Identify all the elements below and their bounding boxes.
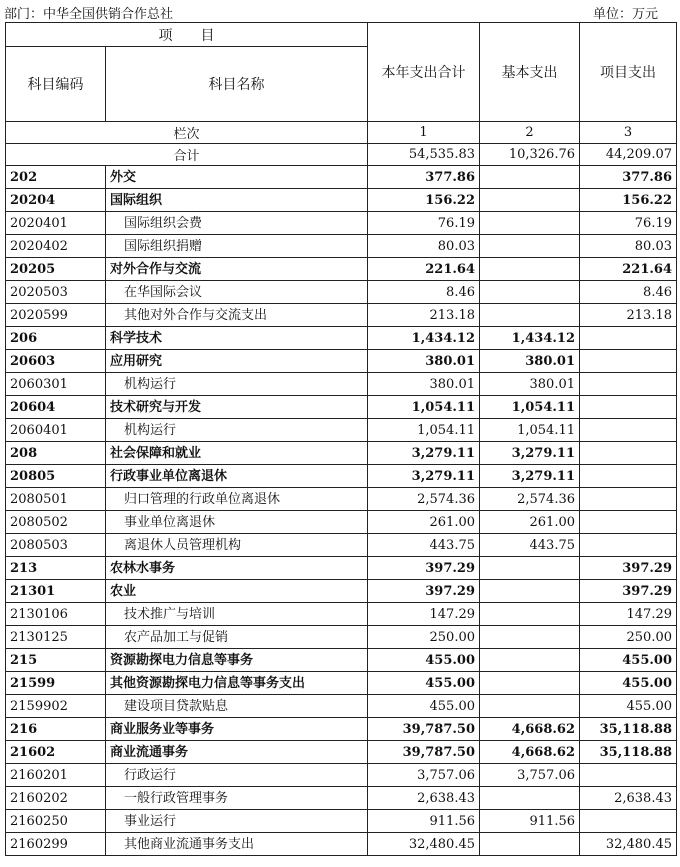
row-basic bbox=[480, 626, 580, 649]
row-code: 21599 bbox=[6, 672, 106, 695]
row-total: 3,279.11 bbox=[368, 442, 480, 465]
row-total: 8.46 bbox=[368, 281, 480, 304]
table-row bbox=[6, 787, 677, 810]
name-column-header: 科目名称 bbox=[106, 47, 368, 122]
row-total: 455.00 bbox=[368, 649, 480, 672]
row-basic bbox=[480, 695, 580, 718]
row-project: 397.29 bbox=[580, 557, 677, 580]
row-project: 397.29 bbox=[580, 580, 677, 603]
row-basic: 3,757.06 bbox=[480, 764, 580, 787]
row-code: 2060401 bbox=[6, 419, 106, 442]
row-basic bbox=[480, 258, 580, 281]
row-code: 2080503 bbox=[6, 534, 106, 557]
row-name: 对外合作与交流 bbox=[106, 258, 368, 281]
row-basic bbox=[480, 672, 580, 695]
code-column-header: 科目编码 bbox=[6, 47, 106, 122]
row-project: 35,118.88 bbox=[580, 718, 677, 741]
row-total: 32,480.45 bbox=[368, 833, 480, 856]
row-project bbox=[580, 511, 677, 534]
table-row bbox=[6, 212, 677, 235]
row-project: 377.86 bbox=[580, 166, 677, 189]
row-total: 2,638.43 bbox=[368, 787, 480, 810]
total-row-project: 44,209.07 bbox=[580, 144, 677, 166]
row-name: 科学技术 bbox=[106, 327, 368, 350]
row-basic: 3,279.11 bbox=[480, 465, 580, 488]
table-row bbox=[6, 488, 677, 511]
row-code: 2020401 bbox=[6, 212, 106, 235]
row-project: 2,638.43 bbox=[580, 787, 677, 810]
row-basic bbox=[480, 649, 580, 672]
row-total: 443.75 bbox=[368, 534, 480, 557]
row-basic: 1,434.12 bbox=[480, 327, 580, 350]
row-code: 20805 bbox=[6, 465, 106, 488]
total-row-basic: 10,326.76 bbox=[480, 144, 580, 166]
row-code: 208 bbox=[6, 442, 106, 465]
row-basic bbox=[480, 235, 580, 258]
table-row bbox=[6, 511, 677, 534]
table-row bbox=[6, 396, 677, 419]
row-project: 32,480.45 bbox=[580, 833, 677, 856]
row-name: 行政事业单位离退休 bbox=[106, 465, 368, 488]
row-basic bbox=[480, 212, 580, 235]
row-name: 国际组织会费 bbox=[106, 212, 368, 235]
row-name: 应用研究 bbox=[106, 350, 368, 373]
table-row bbox=[6, 166, 677, 189]
row-name: 行政运行 bbox=[106, 764, 368, 787]
row-code: 202 bbox=[6, 166, 106, 189]
row-total: 377.86 bbox=[368, 166, 480, 189]
row-name: 农业 bbox=[106, 580, 368, 603]
table-row bbox=[6, 419, 677, 442]
table-row bbox=[6, 327, 677, 350]
row-project bbox=[580, 534, 677, 557]
row-code: 2159902 bbox=[6, 695, 106, 718]
row-project: 35,118.88 bbox=[580, 741, 677, 764]
row-total: 2,574.36 bbox=[368, 488, 480, 511]
row-total: 147.29 bbox=[368, 603, 480, 626]
row-basic bbox=[480, 189, 580, 212]
table-row bbox=[6, 626, 677, 649]
row-project: 250.00 bbox=[580, 626, 677, 649]
table-row bbox=[6, 580, 677, 603]
row-name: 社会保障和就业 bbox=[106, 442, 368, 465]
row-name: 资源勘探电力信息等事务 bbox=[106, 649, 368, 672]
row-total: 213.18 bbox=[368, 304, 480, 327]
row-basic bbox=[480, 833, 580, 856]
row-project bbox=[580, 465, 677, 488]
row-name: 其他对外合作与交流支出 bbox=[106, 304, 368, 327]
total-row-total: 54,535.83 bbox=[368, 144, 480, 166]
row-basic: 261.00 bbox=[480, 511, 580, 534]
row-basic: 4,668.62 bbox=[480, 718, 580, 741]
column-index-label: 栏次 bbox=[6, 122, 368, 144]
row-code: 216 bbox=[6, 718, 106, 741]
row-project bbox=[580, 327, 677, 350]
report-header bbox=[0, 0, 680, 22]
unit-label: 单位：万元 bbox=[592, 7, 658, 22]
row-total: 80.03 bbox=[368, 235, 480, 258]
table-row bbox=[6, 718, 677, 741]
table-row bbox=[6, 833, 677, 856]
table-row bbox=[6, 695, 677, 718]
row-basic: 4,668.62 bbox=[480, 741, 580, 764]
row-basic bbox=[480, 304, 580, 327]
row-name: 技术推广与培训 bbox=[106, 603, 368, 626]
row-project: 76.19 bbox=[580, 212, 677, 235]
row-total: 455.00 bbox=[368, 672, 480, 695]
row-total: 221.64 bbox=[368, 258, 480, 281]
row-project: 455.00 bbox=[580, 672, 677, 695]
row-basic: 911.56 bbox=[480, 810, 580, 833]
row-code: 2160250 bbox=[6, 810, 106, 833]
row-project: 80.03 bbox=[580, 235, 677, 258]
row-name: 国际组织 bbox=[106, 189, 368, 212]
row-project: 156.22 bbox=[580, 189, 677, 212]
table-row bbox=[6, 258, 677, 281]
total-column-header: 本年支出合计 bbox=[368, 23, 480, 122]
column-index-1: 1 bbox=[368, 122, 480, 144]
row-name: 外交 bbox=[106, 166, 368, 189]
table-row bbox=[6, 373, 677, 396]
table-row bbox=[6, 304, 677, 327]
row-project: 455.00 bbox=[580, 649, 677, 672]
row-basic bbox=[480, 580, 580, 603]
row-total: 76.19 bbox=[368, 212, 480, 235]
table-row bbox=[6, 810, 677, 833]
table-row bbox=[6, 189, 677, 212]
row-code: 2020402 bbox=[6, 235, 106, 258]
row-name: 事业运行 bbox=[106, 810, 368, 833]
table-row bbox=[6, 534, 677, 557]
row-code: 20604 bbox=[6, 396, 106, 419]
row-total: 1,434.12 bbox=[368, 327, 480, 350]
row-code: 20603 bbox=[6, 350, 106, 373]
row-name: 在华国际会议 bbox=[106, 281, 368, 304]
table-row bbox=[6, 603, 677, 626]
row-total: 397.29 bbox=[368, 580, 480, 603]
expenditure-table bbox=[5, 22, 677, 856]
row-project bbox=[580, 488, 677, 511]
row-total: 3,757.06 bbox=[368, 764, 480, 787]
table-row bbox=[6, 281, 677, 304]
row-total: 156.22 bbox=[368, 189, 480, 212]
row-code: 2160202 bbox=[6, 787, 106, 810]
row-name: 归口管理的行政单位离退休 bbox=[106, 488, 368, 511]
row-name: 机构运行 bbox=[106, 373, 368, 396]
row-name: 建设项目贷款贴息 bbox=[106, 695, 368, 718]
table-row bbox=[6, 465, 677, 488]
row-total: 1,054.11 bbox=[368, 419, 480, 442]
row-code: 20204 bbox=[6, 189, 106, 212]
column-index-3: 3 bbox=[580, 122, 677, 144]
row-basic bbox=[480, 603, 580, 626]
row-name: 其他资源勘探电力信息等事务支出 bbox=[106, 672, 368, 695]
row-code: 213 bbox=[6, 557, 106, 580]
row-project bbox=[580, 810, 677, 833]
row-name: 技术研究与开发 bbox=[106, 396, 368, 419]
row-basic bbox=[480, 281, 580, 304]
row-name: 离退休人员管理机构 bbox=[106, 534, 368, 557]
row-basic: 1,054.11 bbox=[480, 396, 580, 419]
row-project bbox=[580, 442, 677, 465]
total-row-label: 合计 bbox=[6, 144, 368, 166]
row-project: 8.46 bbox=[580, 281, 677, 304]
row-code: 21602 bbox=[6, 741, 106, 764]
row-project: 147.29 bbox=[580, 603, 677, 626]
row-name: 农林水事务 bbox=[106, 557, 368, 580]
column-index-2: 2 bbox=[480, 122, 580, 144]
row-name: 一般行政管理事务 bbox=[106, 787, 368, 810]
project-column-header: 项目支出 bbox=[580, 23, 677, 122]
row-total: 261.00 bbox=[368, 511, 480, 534]
row-basic bbox=[480, 787, 580, 810]
row-total: 1,054.11 bbox=[368, 396, 480, 419]
row-project bbox=[580, 350, 677, 373]
row-code: 2020599 bbox=[6, 304, 106, 327]
department-label: 部门：中华全国供销合作总社 bbox=[4, 7, 174, 22]
row-code: 215 bbox=[6, 649, 106, 672]
row-code: 206 bbox=[6, 327, 106, 350]
row-code: 2080502 bbox=[6, 511, 106, 534]
row-name: 事业单位离退休 bbox=[106, 511, 368, 534]
table-row bbox=[6, 741, 677, 764]
table-row bbox=[6, 557, 677, 580]
table-row bbox=[6, 649, 677, 672]
row-code: 21301 bbox=[6, 580, 106, 603]
row-total: 380.01 bbox=[368, 350, 480, 373]
row-code: 2130106 bbox=[6, 603, 106, 626]
table-row bbox=[6, 672, 677, 695]
table-row bbox=[6, 764, 677, 787]
row-basic: 380.01 bbox=[480, 373, 580, 396]
row-basic: 1,054.11 bbox=[480, 419, 580, 442]
table-row bbox=[6, 442, 677, 465]
row-project: 213.18 bbox=[580, 304, 677, 327]
row-code: 2060301 bbox=[6, 373, 106, 396]
row-code: 2020503 bbox=[6, 281, 106, 304]
row-project bbox=[580, 373, 677, 396]
row-code: 2080501 bbox=[6, 488, 106, 511]
basic-column-header: 基本支出 bbox=[480, 23, 580, 122]
row-basic: 2,574.36 bbox=[480, 488, 580, 511]
row-total: 455.00 bbox=[368, 695, 480, 718]
table-row bbox=[6, 235, 677, 258]
row-code: 20205 bbox=[6, 258, 106, 281]
row-name: 商业流通事务 bbox=[106, 741, 368, 764]
row-name: 国际组织捐赠 bbox=[106, 235, 368, 258]
row-project bbox=[580, 396, 677, 419]
row-total: 911.56 bbox=[368, 810, 480, 833]
item-header: 项 目 bbox=[6, 23, 368, 47]
row-total: 397.29 bbox=[368, 557, 480, 580]
row-basic: 380.01 bbox=[480, 350, 580, 373]
row-code: 2130125 bbox=[6, 626, 106, 649]
row-name: 农产品加工与促销 bbox=[106, 626, 368, 649]
row-project: 455.00 bbox=[580, 695, 677, 718]
row-basic: 3,279.11 bbox=[480, 442, 580, 465]
row-project bbox=[580, 764, 677, 787]
row-basic bbox=[480, 557, 580, 580]
row-project bbox=[580, 419, 677, 442]
row-total: 39,787.50 bbox=[368, 741, 480, 764]
row-basic: 443.75 bbox=[480, 534, 580, 557]
row-total: 39,787.50 bbox=[368, 718, 480, 741]
row-basic bbox=[480, 166, 580, 189]
row-total: 250.00 bbox=[368, 626, 480, 649]
row-total: 3,279.11 bbox=[368, 465, 480, 488]
row-project: 221.64 bbox=[580, 258, 677, 281]
row-name: 商业服务业等事务 bbox=[106, 718, 368, 741]
table-row bbox=[6, 350, 677, 373]
row-total: 380.01 bbox=[368, 373, 480, 396]
row-code: 2160299 bbox=[6, 833, 106, 856]
row-name: 其他商业流通事务支出 bbox=[106, 833, 368, 856]
row-code: 2160201 bbox=[6, 764, 106, 787]
row-name: 机构运行 bbox=[106, 419, 368, 442]
